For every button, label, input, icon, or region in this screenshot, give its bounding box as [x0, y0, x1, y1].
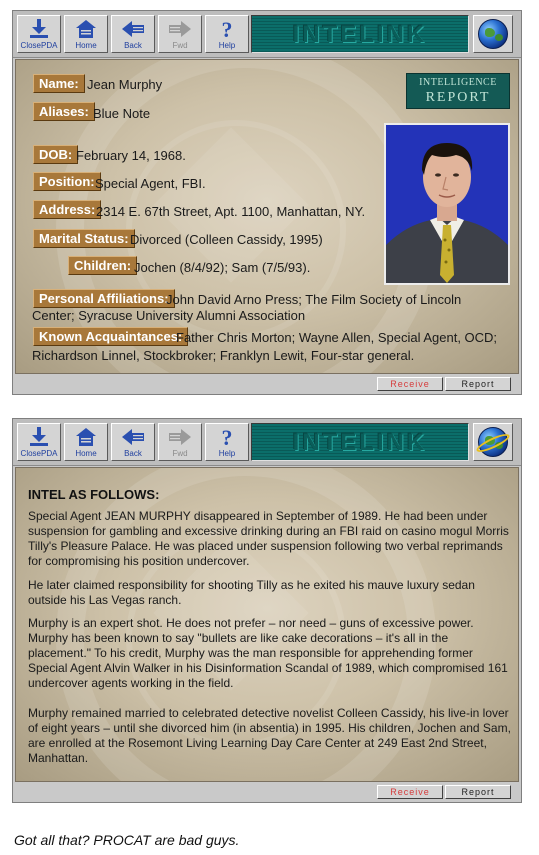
close-pda-label: ClosePDA: [20, 449, 58, 458]
home-button[interactable]: [64, 15, 108, 53]
agent-photo: [384, 123, 510, 285]
receive-button[interactable]: Receive: [377, 377, 443, 391]
personal-affiliations-value-2: Center; Syracuse University Alumni Association: [32, 308, 306, 323]
intel-heading: INTEL AS FOLLOWS:: [28, 487, 160, 502]
globe-button[interactable]: [473, 423, 513, 461]
svg-text:?: ?: [221, 19, 233, 39]
home-label: Home: [75, 449, 97, 458]
forward-button[interactable]: [158, 423, 202, 461]
home-label: Home: [75, 41, 97, 50]
back-arrow-icon: [121, 19, 145, 39]
badge-line-2: REPORT: [425, 90, 491, 105]
personal-affiliations-label: Personal Affiliations:: [33, 289, 175, 308]
position-label: Position:: [33, 172, 101, 191]
intelink-banner: [251, 15, 469, 53]
intelink-banner: [251, 423, 469, 461]
name-value: Jean Murphy: [87, 77, 163, 92]
children-label: Children:: [68, 256, 137, 275]
intel-paragraph-2: He later claimed responsibility for shooting Tilly as he exited his mauve luxury sedan outside his Las Vegas ranch.: [28, 578, 475, 607]
personal-affiliations-value-1: John David Arno Press; The Film Society of Lincoln: [166, 292, 462, 307]
pda-intel-window: [12, 418, 522, 803]
svg-text:?: ?: [221, 427, 233, 447]
portrait-image: [386, 125, 508, 283]
close-pda-button[interactable]: [17, 15, 61, 53]
aliases-label: Aliases:: [33, 102, 95, 121]
intel-paragraph-3: Murphy is an expert shot. He does not prefer – nor need – guns of excessive power. Murphy has been known to say "bullets are like cake decorations – it's all in the placement." To his credit, Murphy was the man responsible for apprehending former Special Agent Alvin Walker in his Disinformation Scandal of 1989, which compromised 161 undercover agents working in the field.: [28, 616, 508, 690]
intelligence-report-badge: [406, 73, 510, 109]
close-pda-icon: [27, 19, 51, 39]
help-button[interactable]: [205, 423, 249, 461]
help-icon: [215, 19, 239, 39]
children-value: Jochen (8/4/92); Sam (7/5/93).: [134, 260, 311, 275]
report-button[interactable]: Report: [445, 785, 511, 799]
badge-line-1: INTELLIGENCE: [419, 77, 497, 88]
position-value: Special Agent, FBI.: [95, 176, 206, 191]
home-icon: [74, 427, 98, 447]
close-pda-icon: [27, 427, 51, 447]
close-pda-button[interactable]: [17, 423, 61, 461]
toolbar: [13, 11, 521, 58]
address-label: Address:: [33, 200, 101, 219]
dob-value: February 14, 1968.: [76, 148, 186, 163]
back-button[interactable]: [111, 423, 155, 461]
forward-arrow-icon: [168, 427, 192, 447]
toolbar: [13, 419, 521, 466]
back-label: Back: [124, 449, 142, 458]
forward-label: Fwd: [172, 449, 188, 458]
intelink-banner-text: INTELINK: [292, 21, 428, 48]
forward-label: Fwd: [172, 41, 188, 50]
known-acquaintances-value-2: Richardson Linnel, Stockbroker; Franklyn Lewit, Four-star general.: [32, 348, 415, 363]
footer-caption: Got all that? PROCAT are bad guys.: [14, 832, 240, 848]
marital-status-value: Divorced (Colleen Cassidy, 1995): [130, 232, 323, 247]
help-label: Help: [218, 41, 236, 50]
aliases-value: Blue Note: [93, 106, 151, 121]
intelink-banner-text: INTELINK: [292, 429, 428, 456]
globe-icon: [478, 427, 508, 457]
pda-profile-window: [12, 10, 522, 395]
back-button[interactable]: [111, 15, 155, 53]
globe-button[interactable]: [473, 15, 513, 53]
back-arrow-icon: [121, 427, 145, 447]
forward-arrow-icon: [168, 19, 192, 39]
home-icon: [74, 19, 98, 39]
intel-panel: [15, 467, 519, 782]
globe-icon: [478, 19, 508, 49]
status-bar: [13, 374, 521, 394]
profile-panel: [15, 59, 519, 374]
home-button[interactable]: [64, 423, 108, 461]
help-button[interactable]: [205, 15, 249, 53]
address-value: 2314 E. 67th Street, Apt. 1100, Manhattan, NY.: [96, 204, 366, 219]
known-acquaintances-label: Known Acquaintances:: [33, 327, 188, 346]
close-pda-label: ClosePDA: [20, 41, 58, 50]
help-icon: [215, 427, 239, 447]
status-bar: [13, 782, 521, 802]
intel-paragraph-4: Murphy remained married to celebrated detective novelist Colleen Cassidy, his live-in lover of eight years – until she divorced him (in absentia) in 1995. His children, Jochen and Sam, are enrolled at the Rosemont Living Learning Day Care Center at 249 East 2nd Street, Manhattan.: [28, 706, 511, 765]
dob-label: DOB:: [33, 145, 78, 164]
report-button[interactable]: Report: [445, 377, 511, 391]
help-label: Help: [218, 449, 236, 458]
marital-status-label: Marital Status:: [33, 229, 135, 248]
known-acquaintances-value-1: Father Chris Morton; Wayne Allen, Special Agent, OCD;: [176, 330, 498, 345]
receive-button[interactable]: Receive: [377, 785, 443, 799]
forward-button[interactable]: [158, 15, 202, 53]
back-label: Back: [124, 41, 142, 50]
name-label: Name:: [33, 74, 85, 93]
intel-paragraph-1: Special Agent JEAN MURPHY disappeared in September of 1989. He had been under suspension for gambling and excessive drinking during an FBI raid on casino mogul Morris Tilly's Pleasure Palace. He was placed under suspension following two verbal reprimands for compromising his position undercover.: [28, 509, 509, 568]
